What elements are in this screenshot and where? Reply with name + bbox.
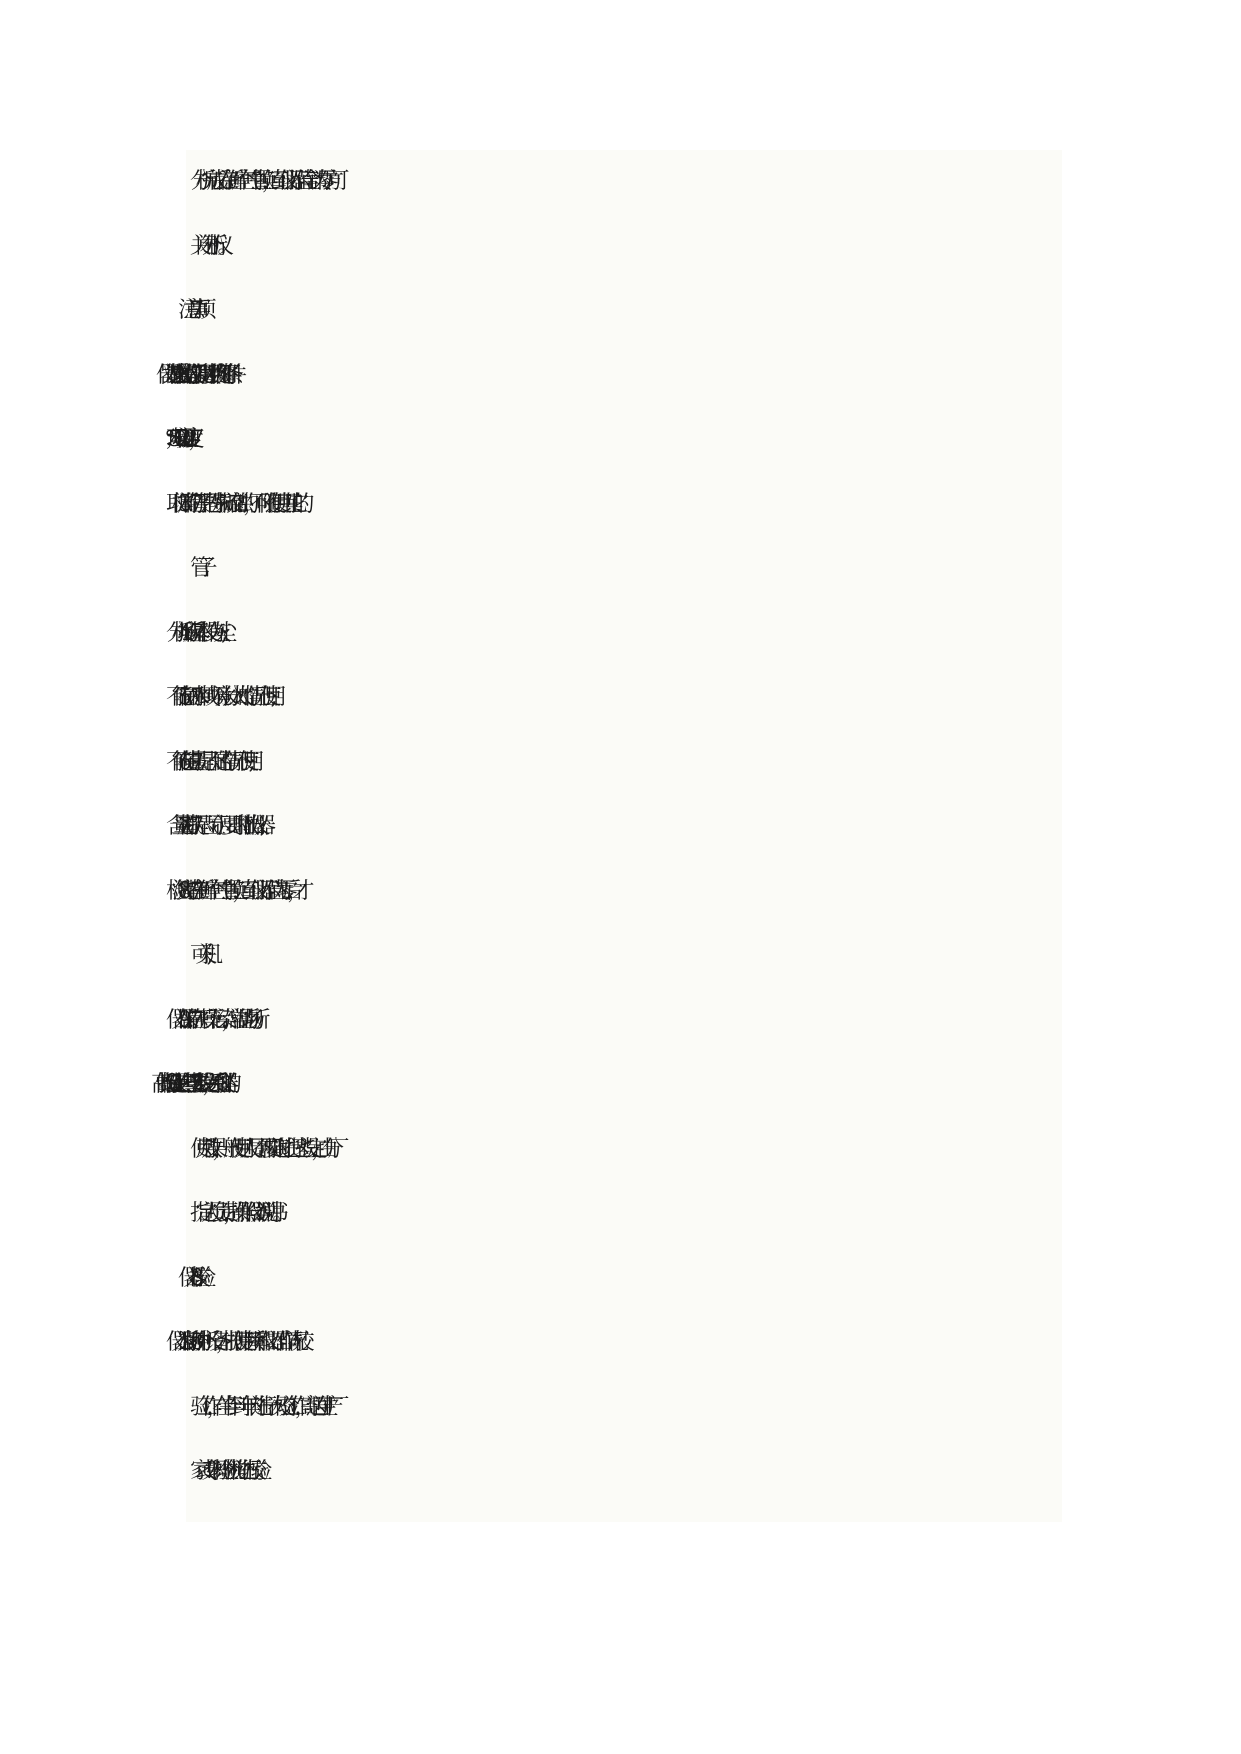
text-line: 家或专职检验机构进行校验。 bbox=[190, 1459, 262, 1484]
text-line: 使用效果，一般使用人员不需要随时进行这些设定，由分厂 bbox=[190, 1136, 334, 1162]
text-line: 7.6 不能在电量提示不足的情况下使用; bbox=[190, 749, 240, 775]
document-text-block bbox=[186, 150, 1062, 1522]
text-line: 关闭分析仪。 bbox=[190, 233, 224, 259]
text-line: 7.1 仪器为敏感度较高的仪器。使用时要严格满足如下条件。 bbox=[190, 362, 231, 388]
text-line: 验工作，在半年到一年内进行一次校验工作，寄送回生产厂 bbox=[190, 1394, 334, 1420]
text-line bbox=[190, 408, 1062, 473]
text-line: 7.8 检测完毕在新鲜空气中置换，直到仪器示值为零后，才 bbox=[190, 878, 298, 904]
section-heading-7: 7 注意事项 bbox=[190, 298, 200, 323]
text-line: 指定人员负责，操作照仪器说明书。 bbox=[190, 1201, 279, 1226]
section-heading-8: 8 仪器校验 bbox=[190, 1265, 200, 1291]
text-line: 7.9 仪器保存在干燥无污染，常温的场所。 bbox=[190, 1007, 260, 1033]
text-line: 7.5 不能在雨水中或环境水分太大的情况上使用; bbox=[190, 685, 262, 710]
text-line: 管子 bbox=[190, 556, 202, 581]
text-line: 7.7 含量超标提示（显示）要即时撤出仪器; bbox=[190, 814, 251, 839]
text-line: 7.10 高低指标设定及其它一些重要参数设定，关系到仪器的 bbox=[190, 1072, 223, 1097]
text-line: 8.1 仪器为特种分析设备，根据使用频率和仪器工作情况校 bbox=[190, 1330, 298, 1355]
text-line: 分析完成后在新鲜空气中置换，直到仪器示值全部为零方可 bbox=[190, 169, 334, 194]
text-line: 可关机; bbox=[190, 943, 198, 968]
text-line: 7.3 取样用的管子是特殊抗硫腐蚀的，不可随便使用其它的 bbox=[190, 491, 298, 517]
text-line: 7.4 分析场所基本没有灰尘; bbox=[190, 620, 212, 646]
